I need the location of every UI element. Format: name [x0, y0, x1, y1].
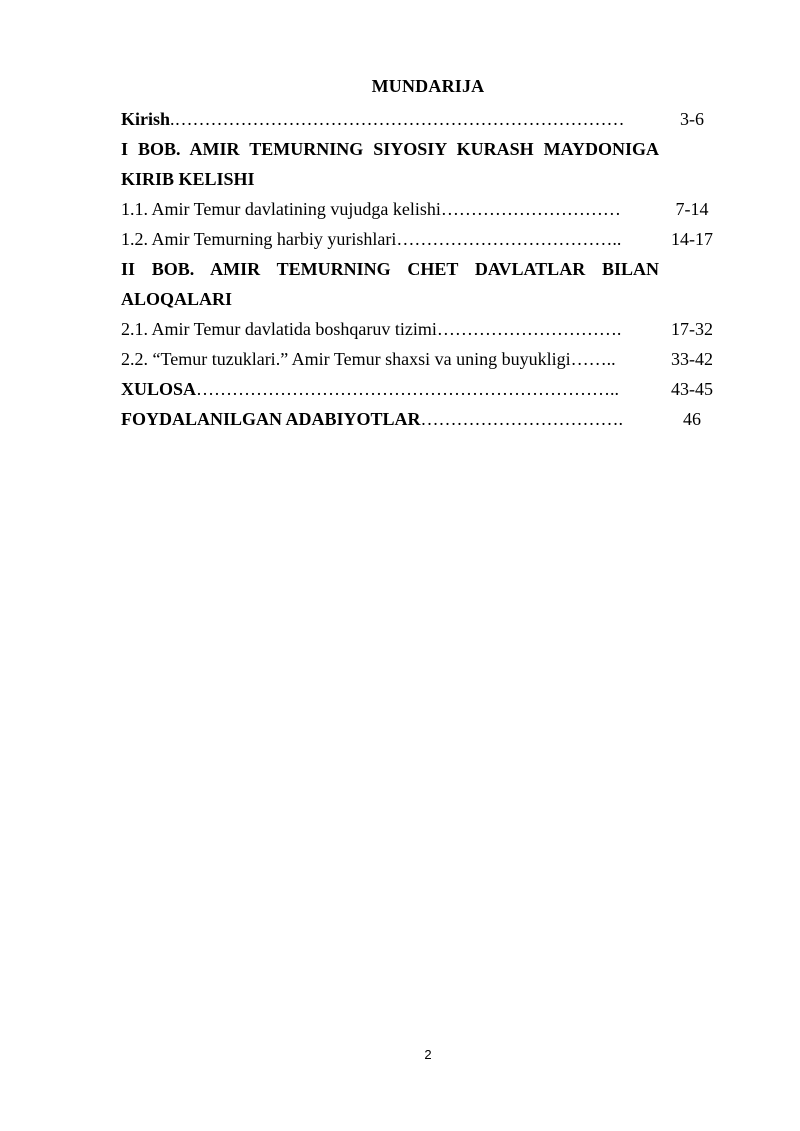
- toc-page-number: 7-14: [675, 199, 709, 219]
- toc-chapter-heading: ALOQALARI: [121, 289, 233, 309]
- toc-entry-label: Kirish: [121, 109, 171, 129]
- toc-page-number: 46: [683, 409, 701, 429]
- toc-entry-references: [121, 404, 727, 434]
- toc-entry-label: 2.1. Amir Temur davlatida boshqaruv tizimi: [121, 319, 437, 339]
- toc-page-number: 43-45: [671, 379, 713, 399]
- toc-chapter-heading: I BOB. AMIR TEMURNING SIYOSIY KURASH MAYDONIGA: [121, 139, 659, 159]
- page-number: 2: [424, 1047, 432, 1062]
- toc-entry-label: FOYDALANILGAN ADABIYOTLAR: [121, 409, 421, 429]
- toc-page-number: 3-6: [680, 109, 704, 129]
- toc-entry-label: 2.2. “Temur tuzuklari.” Amir Temur shaxsi va uning buyukligi: [121, 349, 571, 369]
- toc-page-number: 17-32: [671, 319, 713, 339]
- page-title: MUNDARIJA: [371, 76, 485, 96]
- toc-leader-dots: …………………………….: [420, 409, 624, 429]
- toc-leader-dots: .…………………………………………………………………: [170, 109, 625, 129]
- toc-entry-section: [121, 224, 727, 254]
- toc-entry-section: [121, 344, 727, 374]
- toc-leader-dots: ………………………….: [436, 319, 622, 339]
- toc-leader-dots: ……………………………………………………………..: [196, 379, 620, 399]
- toc-entry-conclusion: [121, 374, 727, 404]
- table-of-contents: [121, 104, 727, 434]
- toc-entry-label: XULOSA: [121, 379, 197, 399]
- toc-entry-section: [121, 194, 727, 224]
- toc-entry-label: 1.2. Amir Temurning harbiy yurishlari: [121, 229, 397, 249]
- toc-leader-dots: ……..: [570, 349, 616, 369]
- toc-leader-dots: …………………………: [440, 199, 621, 219]
- toc-page-number: 14-17: [671, 229, 713, 249]
- toc-page-number: 33-42: [671, 349, 713, 369]
- toc-entry-section: [121, 314, 727, 344]
- toc-chapter-heading: KIRIB KELISHI: [121, 169, 255, 189]
- toc-leader-dots: ………………………………..: [396, 229, 622, 249]
- toc-entry-intro: [121, 104, 727, 134]
- toc-entry-label: 1.1. Amir Temur davlatining vujudga kelishi: [121, 199, 441, 219]
- toc-chapter-heading: II BOB. AMIR TEMURNING CHET DAVLATLAR BILAN: [121, 259, 659, 279]
